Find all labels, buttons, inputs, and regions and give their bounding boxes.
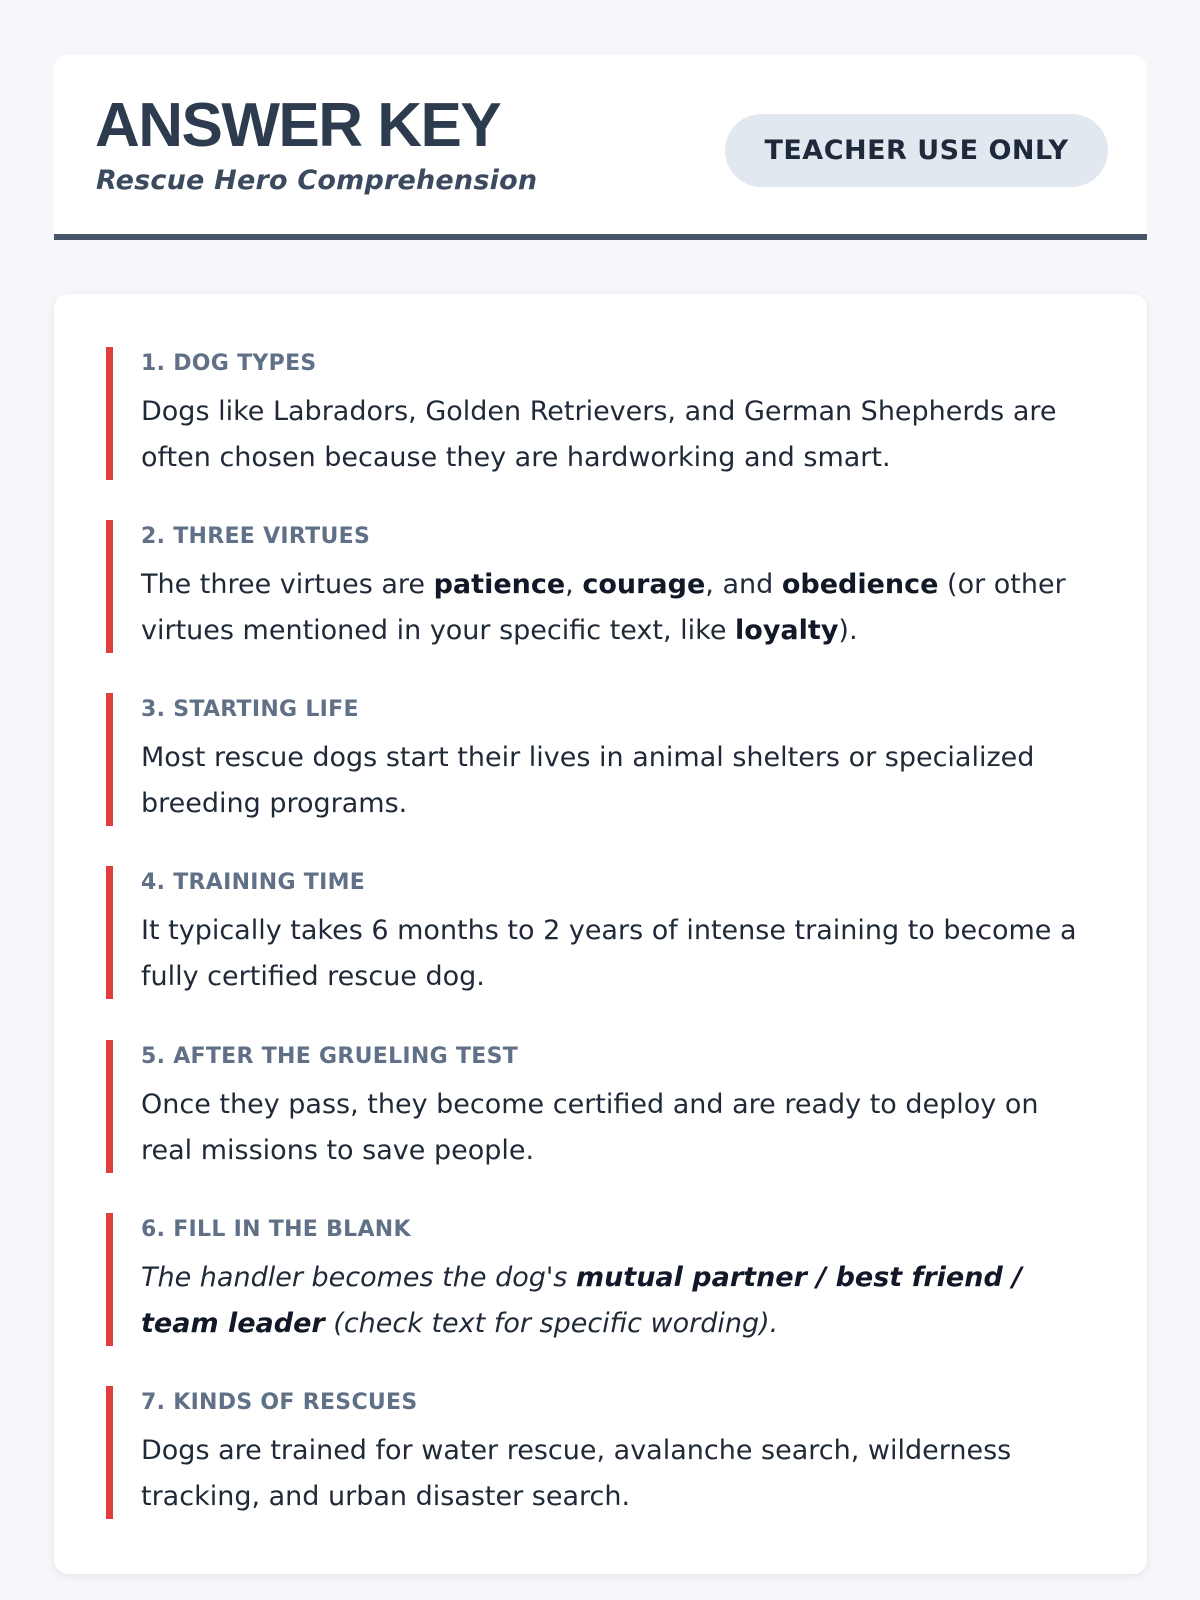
answer-text-part: (check text for specific wording). xyxy=(324,1308,779,1339)
answer-label: 7. KINDS OF RESCUES xyxy=(141,1390,418,1415)
answer-text: Dogs are trained for water rescue, avalanche search, wilderness tracking, and urban disaster search. xyxy=(141,1435,1012,1512)
page-subtitle: Rescue Hero Comprehension xyxy=(96,165,538,196)
answer-keyword: patience xyxy=(433,569,566,600)
answer-item-kinds-of-rescues xyxy=(106,1386,1086,1519)
teacher-use-badge: TEACHER USE ONLY xyxy=(725,114,1108,187)
answer-keyword: courage xyxy=(582,569,706,600)
answer-text-part: The three virtues are xyxy=(141,569,434,600)
answer-item-starting-life xyxy=(106,693,1086,826)
answer-label: 4. TRAINING TIME xyxy=(141,870,366,895)
answer-label: 5. AFTER THE GRUELING TEST xyxy=(141,1044,519,1069)
answer-text-part: , and xyxy=(705,569,782,600)
answer-item-dog-types xyxy=(106,347,1086,480)
answer-keyword: loyalty xyxy=(735,615,839,646)
answer-text: Once they pass, they become certified and are ready to deploy on real missions to save people. xyxy=(141,1089,1039,1166)
answer-text: It typically takes 6 months to 2 years of intense training to become a fully certified rescue dog. xyxy=(141,915,1077,992)
answer-text-part: The handler becomes the dog's xyxy=(141,1262,576,1293)
answer-text-part: , xyxy=(565,569,583,600)
answer-text xyxy=(141,1255,1081,1347)
answer-item-fill-blank xyxy=(106,1213,1086,1346)
answer-keyword: mutual partner / best friend / team leader xyxy=(141,1262,1023,1339)
answer-label: 3. STARTING LIFE xyxy=(141,697,359,722)
answer-item-three-virtues xyxy=(106,520,1086,653)
answer-label: 6. FILL IN THE BLANK xyxy=(141,1217,411,1242)
answer-text-part: (or other virtues mentioned in your specific text, like xyxy=(141,569,1066,646)
header-card xyxy=(54,55,1147,240)
answer-item-after-test xyxy=(106,1040,1086,1173)
answer-text: Dogs like Labradors, Golden Retrievers, and German Shepherds are often chosen because they are hardworking and smart. xyxy=(141,396,1057,473)
page-title: ANSWER KEY xyxy=(95,91,501,160)
answer-text xyxy=(141,562,1081,654)
answer-text-part: ). xyxy=(838,615,858,646)
answer-item-training-time xyxy=(106,866,1086,999)
answers-card xyxy=(54,294,1147,1574)
answer-keyword: obedience xyxy=(781,569,939,600)
answer-label: 2. THREE VIRTUES xyxy=(141,524,371,549)
answer-text: Most rescue dogs start their lives in animal shelters or specialized breeding programs. xyxy=(141,742,1035,819)
answer-label: 1. DOG TYPES xyxy=(141,351,317,376)
